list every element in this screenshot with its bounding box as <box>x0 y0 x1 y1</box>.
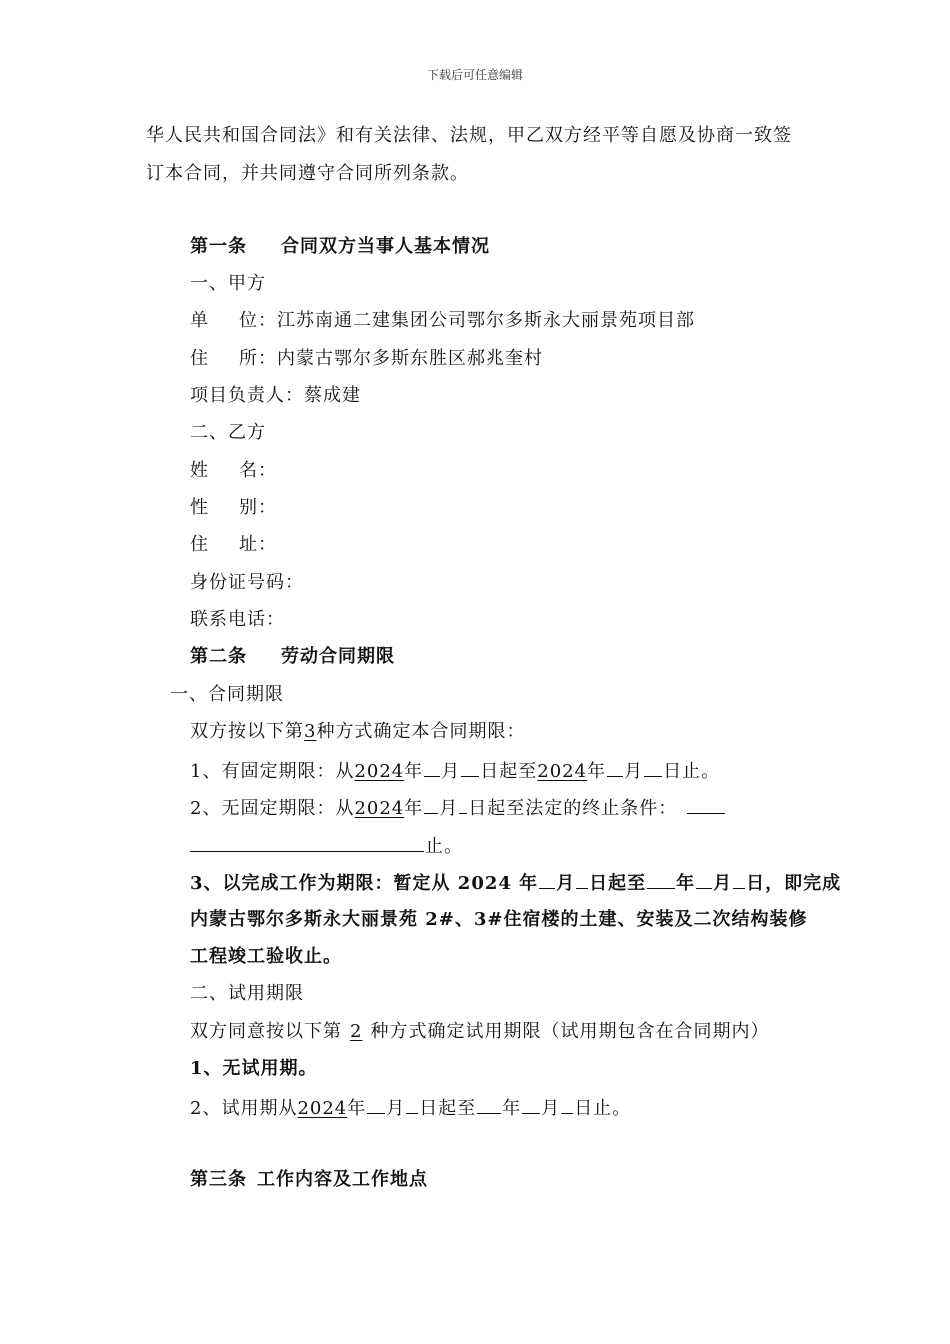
party-a-heading: 一、甲方 <box>190 273 266 294</box>
blank <box>561 1095 573 1114</box>
blank <box>424 758 440 777</box>
party-a-address: 住 所：内蒙古鄂尔多斯东胜区郝兆奎村 <box>190 348 543 369</box>
blank <box>424 795 438 814</box>
blank <box>367 1095 385 1114</box>
article-1-title: 合同双方当事人基本情况 <box>281 236 490 257</box>
article-1-number: 第一条 <box>190 236 247 257</box>
blank <box>461 758 479 777</box>
blank <box>576 870 588 889</box>
party-b-phone: 联系电话： <box>190 609 285 630</box>
blank <box>522 1095 540 1114</box>
probation-intro: 双方同意按以下第 2 种方式确定试用期限（试用期包含在合同期内） <box>190 1021 770 1042</box>
term-choice: 3 <box>304 721 317 742</box>
intro-line-2: 订本合同，并共同遵守合同所列条款。 <box>146 163 469 184</box>
no-probation: 1、无试用期。 <box>190 1058 318 1079</box>
blank <box>459 795 467 814</box>
article-1-heading <box>190 235 490 259</box>
party-a-unit: 单 位：江苏南通二建集团公司鄂尔多斯永大丽景苑项目部 <box>190 310 695 331</box>
term-task-line-2: 内蒙古鄂尔多斯永大丽景苑 2#、3#住宿楼的土建、安装及二次结构装修 <box>190 909 808 930</box>
probation-period: 2、试用期从2024年 月 日起至 年 月 日止。 <box>190 1095 631 1121</box>
party-b-name: 姓 名： <box>190 460 277 481</box>
party-a-unit-value: 江苏南通二建集团公司鄂尔多斯永大丽景苑项目部 <box>277 310 695 331</box>
blank <box>696 870 712 889</box>
term-open-end: 止。 <box>190 833 463 859</box>
probation-choice: 2 <box>350 1021 363 1042</box>
blank <box>477 1095 501 1114</box>
blank <box>647 870 675 889</box>
party-b-residence: 住 址： <box>190 534 277 555</box>
party-a-manager: 项目负责人：蔡成建 <box>190 385 361 406</box>
intro-line-1: 华人民共和国合同法》和有关法律、法规，甲乙双方经平等自愿及协商一致签 <box>146 125 792 146</box>
party-b-heading: 二、乙方 <box>190 422 266 443</box>
article-3-heading <box>190 1168 428 1192</box>
blank <box>733 870 745 889</box>
party-b-gender: 性 别： <box>190 497 277 518</box>
blank <box>406 1095 418 1114</box>
party-a-address-value: 内蒙古鄂尔多斯东胜区郝兆奎村 <box>277 348 543 369</box>
term-task-line-1: 3、以完成工作为期限：暂定从 2024 年 月 日起至 年 月 日，即完成 <box>190 870 841 896</box>
article-2-title: 劳动合同期限 <box>281 646 395 667</box>
blank <box>687 795 725 814</box>
page-header: 下载后可任意编辑 <box>426 68 523 82</box>
term-fixed: 1、有固定期限：从2024年 月 日起至2024年 月 日止。 <box>190 758 720 784</box>
probation-heading: 二、试用期限 <box>190 983 304 1004</box>
blank <box>190 833 424 852</box>
term-intro: 双方按以下第3种方式确定本合同期限： <box>190 721 526 742</box>
party-a-manager-value: 蔡成建 <box>304 385 361 406</box>
blank <box>607 758 623 777</box>
article-2-heading <box>190 645 395 669</box>
blank <box>539 870 555 889</box>
article-3-number: 第三条 <box>190 1169 247 1190</box>
party-b-id: 身份证号码： <box>190 572 304 593</box>
article-3-title: 工作内容及工作地点 <box>257 1169 428 1190</box>
term-task-line-3: 工程竣工验收止。 <box>190 946 342 967</box>
blank <box>644 758 662 777</box>
term-heading: 一、合同期限 <box>170 684 284 705</box>
term-open: 2、无固定期限：从2024年 月 日起至法定的终止条件： <box>190 795 726 821</box>
article-2-number: 第二条 <box>190 646 247 667</box>
